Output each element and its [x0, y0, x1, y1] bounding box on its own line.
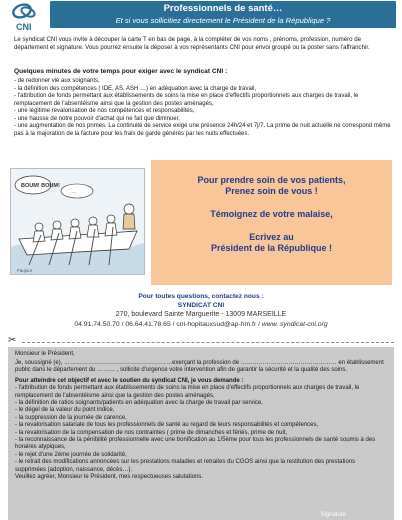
- letter-body: Je, soussigné (e), ………………………………………………exerçant la profession de ………………………………………… en établissement public dans le département du ……… , sollicite d'urgence votre intervention afin de garantir la sécurité et la qualité des soins.: [15, 359, 384, 374]
- contact-org: SYNDICAT CNI: [177, 302, 225, 309]
- letter-item: - le retrait des modifications annoncées sur les prestations maladies et retraites du CGOS ainsi que la restitution des prestations supprimées (adoption, naissance, décès…).: [15, 459, 356, 473]
- contact-address: 270, boulevard Sainte Marguerite - 13009 MARSEILLE: [115, 311, 287, 318]
- demands-list: [14, 78, 394, 138]
- contact-phone-email: 04.91.74.50.70 / 06.64.41.78.65 / cni-hopitauxsud@ap-hm.fr /: [74, 321, 260, 328]
- cartoon-drawing: [11, 169, 145, 275]
- page-title: Professionnels de santé…: [163, 3, 283, 14]
- contact-website: www. syndicat-cni.org: [261, 321, 328, 328]
- letter-closing: Veuillez agréer, Monsieur le Président, mes respectueuses salutations.: [15, 474, 204, 480]
- contact-block: [0, 292, 402, 330]
- intro-text: Le syndicat CNI vous invite à découper la carte T en bas de page, à la compléter de vos noms , prénoms, profession, numéro de département et signature. Vous pourrez ensuite la déposer à vos représentants CNI pour envoi groupé ou la poster sans l'affranchir.: [14, 36, 370, 51]
- cut-line: [22, 342, 394, 343]
- demand-item: - l'attribution de fonds permettant aux établissements de soins la mise en place d'effectifs proportionnels aux charges de travail, le remplacement de l'absentéisme ainsi que la gestion des postes aménagés,: [14, 93, 359, 107]
- logo-text: CNI: [16, 22, 32, 32]
- callout-line-4: Ecrivez au: [249, 232, 294, 242]
- contact-question: Pour toutes questions, contactez nous :: [138, 293, 264, 300]
- cni-logo: [6, 2, 46, 32]
- letter-objective: Pour atteindre cet objectif et avec le soutien du syndicat CNI, je vous demande :: [15, 377, 244, 384]
- signature-label: Signature: [320, 511, 346, 518]
- letter-item: - la reconnaissance de la pénibilité professionnelle avec une bonification au 1/5ème pour tous les professionnels de santé soumis à des horaires atypiques,: [15, 436, 376, 451]
- callout-line-3: Témoignez de votre malaise,: [210, 209, 333, 219]
- cartoon-bubble-1: BOUM! BOUM!: [21, 183, 60, 189]
- letter-item: - la suppression de la journée de carence,: [15, 414, 127, 421]
- demand-item: - de redonner vie aux soignants,: [14, 78, 100, 84]
- letter-item: - la revalorisation de la compensation de nos contraintes ( prime de dimanches et fériés, prime de nuit,: [15, 429, 288, 436]
- cartoon-bubble-2: …: [72, 189, 77, 195]
- contact-phones: [0, 320, 402, 330]
- demand-item: - la définition des compétences ( IDE, AS, ASH …) en adéquation avec la charge de travail,: [14, 85, 257, 92]
- page-subtitle: Et si vous sollicitiez directement le Président de la République ?: [115, 16, 331, 25]
- letter-item: - la définition de ratios soignants/patients en adéquation avec la charge de travail par service,: [15, 399, 263, 406]
- letter-list: [15, 385, 387, 481]
- cartoon-signature: Faujour: [17, 268, 33, 273]
- letter-salutation: Monsieur le Président,: [15, 351, 75, 357]
- demand-item: - une hausse de notre pouvoir d'achat qui ne fait que diminuer,: [14, 115, 180, 122]
- letter-form: [8, 347, 394, 520]
- letter-item: - l'attribution de fonds permettant aux établissements de soins la mise en place d'effectifs proportionnels aux charges de travail, le remplacement de l'absentéisme ainsi que la gestion des postes aménagés,: [15, 385, 360, 399]
- header: [0, 0, 402, 30]
- cartoon-illustration: [10, 168, 145, 275]
- demands-title: Quelques minutes de votre temps pour exiger avec le syndicat CNI :: [14, 68, 228, 75]
- letter-item: - le rejet d'une 2ème journée de solidarité,: [15, 451, 127, 458]
- demand-item: - une augmentation de nos primes. La continuité de service exige une présence 24h/24 et 7j/7. La prime de nuit actuelle ne correspond même pas à la majoration de la facture pour les frais de garde générés par les nuits effectuées.: [14, 123, 391, 137]
- callout-line-5: Président de la République !: [210, 243, 333, 253]
- callout-line-2: Prenez soin de vous !: [225, 186, 318, 196]
- letter-item: - le dégel de la valeur du point indice,: [15, 407, 115, 414]
- demand-item: - une légitime revalorisation de nos compétences et responsabilités,: [14, 108, 195, 114]
- callout-line-1: Pour prendre soin de vos patients,: [197, 175, 346, 185]
- scissors-icon: ✂: [8, 335, 17, 346]
- callout-box: [151, 160, 392, 285]
- letter-item: - la revalorisation salariale de tous les professionnels de santé au regard de leurs responsabilités et compétences,: [15, 422, 319, 429]
- header-bar: [50, 1, 396, 28]
